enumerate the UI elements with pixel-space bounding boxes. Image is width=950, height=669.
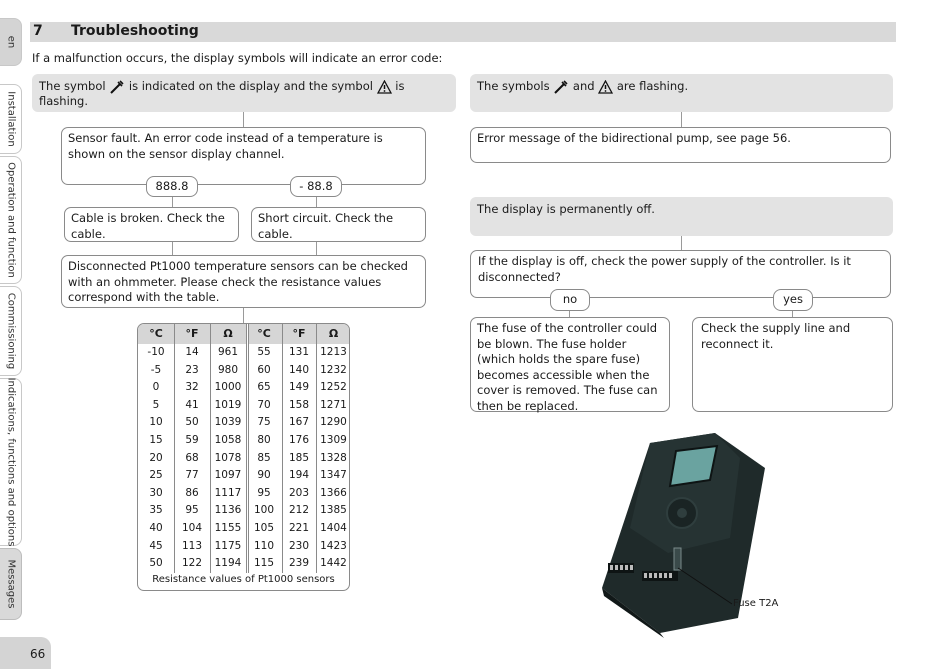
short-circuit-box: Short circuit. Check the cable. [251, 207, 426, 242]
table-cell: 77 [185, 469, 199, 482]
table-column-divider [174, 324, 175, 573]
table-cell: 35 [149, 504, 163, 517]
table-cell: 221 [288, 522, 310, 534]
table-cell: 70 [257, 398, 271, 411]
table-cell: 41 [185, 398, 199, 411]
connector [316, 242, 317, 255]
table-cell: 95 [185, 504, 199, 517]
wrench-icon [109, 80, 125, 94]
table-cell: 30 [149, 486, 163, 499]
table-cell: 60 [257, 363, 271, 376]
tab-commissioning[interactable]: Commissioning [0, 286, 22, 376]
table-cell: 1136 [214, 504, 242, 517]
table-cell: 5 [152, 398, 160, 411]
connector [316, 197, 317, 207]
connector [243, 308, 244, 323]
table-cell: 100 [253, 504, 275, 517]
table-cell: 1309 [320, 434, 347, 446]
section-header [30, 22, 896, 42]
right-banner: The symbols and are flashing. [470, 74, 893, 112]
table-cell: 1175 [214, 539, 242, 552]
table-cell: 40 [149, 522, 163, 534]
wrench-icon [553, 80, 569, 94]
supply-box: Check the supply line and reconnect it. [692, 317, 893, 412]
table-column-divider [246, 324, 249, 573]
table-header-cell: Ω [223, 327, 233, 340]
table-cell: 185 [288, 451, 310, 464]
table-cell: 10 [149, 416, 163, 429]
table-cell: 86 [185, 486, 199, 499]
table-cell: -5 [150, 363, 162, 376]
table-cell: 59 [185, 434, 199, 446]
table-cell: 149 [288, 381, 310, 394]
power-question-box: If the display is off, check the power supply of the controller. Is it disconnected? [470, 250, 891, 298]
table-cell: 158 [288, 398, 310, 411]
table-cell: 140 [288, 363, 310, 376]
terminal-strip-right [642, 571, 678, 581]
table-cell: 203 [288, 486, 310, 499]
no-pill: no [550, 289, 590, 311]
table-column [316, 324, 350, 573]
table-cell: 1252 [320, 381, 347, 394]
table-cell: 1097 [214, 469, 242, 482]
connector [681, 236, 682, 250]
table-cell: 1385 [320, 504, 347, 517]
table-cell: 194 [288, 469, 310, 482]
table-cell: 1271 [320, 398, 347, 411]
table-column [174, 324, 210, 573]
table-cell: 230 [288, 539, 310, 552]
table-cell: 0 [152, 381, 160, 394]
table-cell: 115 [253, 557, 275, 570]
terminal-strip-left [608, 563, 634, 573]
table-cell: 32 [185, 381, 199, 394]
display-off-banner: The display is permanently off. [470, 197, 893, 236]
table-cell: 176 [288, 434, 310, 446]
table-column-divider [210, 324, 211, 573]
intro-text: If a malfunction occurs, the display symbols will indicate an error code: [32, 51, 443, 65]
code-broken-pill: 888.8 [146, 176, 198, 197]
table-header-cell: °C [149, 327, 163, 340]
table-cell: 961 [217, 346, 239, 358]
table-cell: 122 [181, 557, 203, 570]
fuse-holder [674, 548, 681, 570]
table-cell: 65 [257, 381, 271, 394]
table-cell: -10 [147, 346, 165, 358]
table-cell: 75 [257, 416, 271, 429]
table-cell: 104 [181, 522, 203, 534]
table-cell: 1019 [214, 398, 242, 411]
resistance-table [137, 323, 350, 591]
table-column [246, 324, 282, 573]
table-column-divider [282, 324, 283, 573]
table-cell: 1000 [214, 381, 242, 394]
sensor-fault-box: Sensor fault. An error code instead of a temperature is shown on the sensor display channel. [61, 127, 426, 185]
table-cell: 68 [185, 451, 199, 464]
page-number: 66 [0, 637, 51, 669]
table-cell: 1155 [214, 522, 242, 534]
table-header-cell: Ω [328, 327, 339, 340]
connector [681, 112, 682, 127]
warning-triangle-icon [377, 80, 392, 94]
fuse-box: The fuse of the controller could be blown. The fuse holder (which holds the spare fuse) becomes accessible when the cover is removed. The fuse can then be replaced. [470, 317, 670, 412]
table-cell: 1366 [320, 486, 347, 499]
tab-messages[interactable]: Messages [0, 548, 22, 620]
table-cell: 110 [253, 539, 275, 552]
table-header-cell: °F [185, 327, 199, 340]
table-cell: 1213 [320, 346, 347, 358]
table-cell: 131 [288, 346, 310, 358]
table-header-cell: °F [292, 327, 306, 340]
table-cell: 25 [149, 469, 163, 482]
table-cell: 1117 [214, 486, 242, 499]
cable-broken-box: Cable is broken. Check the cable. [64, 207, 239, 242]
warning-triangle-icon [598, 80, 613, 94]
table-cell: 1039 [214, 416, 242, 429]
table-cell: 212 [288, 504, 310, 517]
table-column [138, 324, 174, 573]
table-cell: 90 [257, 469, 271, 482]
table-cell: 1058 [214, 434, 242, 446]
table-caption: Resistance values of Pt1000 sensors [152, 574, 335, 585]
table-cell: 980 [217, 363, 239, 376]
yes-pill: yes [773, 289, 813, 311]
table-column-divider [316, 324, 317, 573]
pump-error-box: Error message of the bidirectional pump, see page 56. [470, 127, 891, 163]
connector [172, 242, 173, 255]
table-cell: 14 [185, 346, 199, 358]
table-cell: 50 [149, 557, 163, 570]
tab-operation[interactable]: Operation and function [0, 156, 22, 284]
table-cell: 55 [257, 346, 271, 358]
table-cell: 45 [149, 539, 163, 552]
table-cell: 105 [253, 522, 275, 534]
table-cell: 113 [181, 539, 203, 552]
table-column [282, 324, 316, 573]
table-cell: 1423 [320, 539, 347, 552]
table-cell: 80 [257, 434, 271, 446]
table-cell: 1194 [214, 557, 242, 570]
section-number: 7 [33, 23, 43, 39]
table-cell: 1078 [214, 451, 242, 464]
control-knob-center [677, 508, 687, 518]
page-title: Troubleshooting [71, 23, 199, 39]
table-cell: 167 [288, 416, 310, 429]
table-cell: 1442 [320, 557, 347, 570]
code-short-pill: - 88.8 [290, 176, 342, 197]
disconnected-box: Disconnected Pt1000 temperature sensors can be checked with an ohmmeter. Please check the resistance values correspond with the table. [61, 255, 426, 308]
table-cell: 1404 [320, 522, 347, 534]
table-cell: 1232 [320, 363, 347, 376]
fuse-label: Fuse T2A [733, 598, 779, 609]
table-cell: 1328 [320, 451, 347, 464]
connector [172, 197, 173, 207]
table-cell: 239 [288, 557, 310, 570]
table-cell: 85 [257, 451, 271, 464]
tab-indications[interactable]: Indications, functions and options [0, 378, 22, 546]
connector [243, 112, 244, 127]
table-cell: 20 [149, 451, 163, 464]
display-screen [670, 446, 717, 486]
table-cell: 95 [257, 486, 271, 499]
table-cell: 23 [185, 363, 199, 376]
table-cell: 15 [149, 434, 163, 446]
table-column [210, 324, 246, 573]
table-cell: 50 [185, 416, 199, 429]
tab-installation[interactable]: Installation [0, 84, 22, 154]
left-banner: The symbol is indicated on the display and the symbol is flashing. [32, 74, 456, 112]
tab-lang-en[interactable]: en [0, 18, 22, 66]
table-cell: 1290 [320, 416, 347, 429]
table-header-cell: °C [257, 327, 271, 340]
table-cell: 1347 [320, 469, 347, 482]
